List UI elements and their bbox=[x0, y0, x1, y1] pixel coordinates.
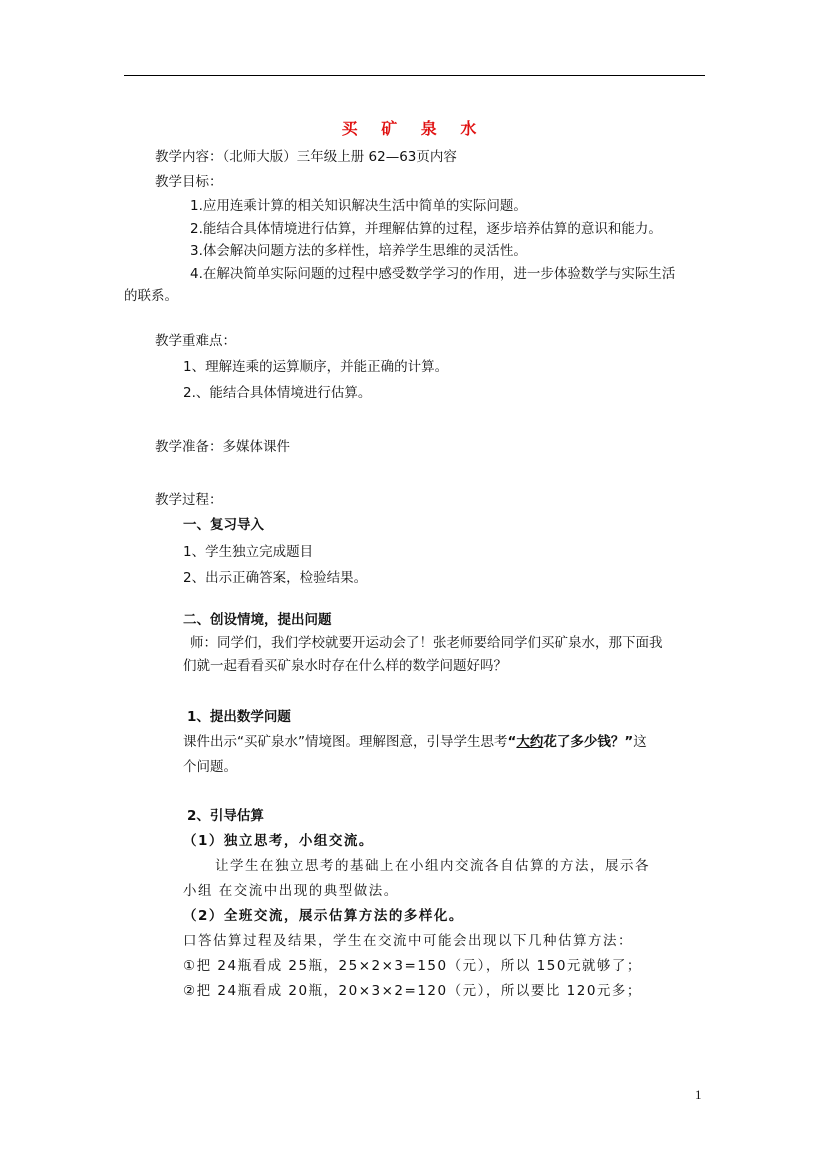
paragraph-line: 让学生在独立思考的基础上在小组内交流各自估算的方法，展示各 bbox=[215, 858, 650, 874]
content-line: 教学内容：（北师大版）三年级上册 62—63页内容 bbox=[155, 149, 457, 165]
question-quote-open: “ bbox=[507, 734, 517, 750]
sub-heading: （1）独立思考，小组交流。 bbox=[183, 833, 374, 849]
step-title: 2、引导估算 bbox=[187, 808, 264, 824]
key-points-heading: 教学重难点： bbox=[155, 333, 236, 349]
goal-item-continuation: 的联系。 bbox=[124, 288, 178, 304]
goal-item: 1.应用连乘计算的相关知识解决生活中简单的实际问题。 bbox=[190, 198, 527, 214]
question-rest: 花了多少钱？” bbox=[543, 734, 634, 750]
step1-paragraph bbox=[183, 732, 647, 752]
teacher-line: 师：同学们，我们学校就要开运动会了！张老师要给同学们买矿泉水，那下面我 bbox=[190, 635, 663, 651]
goal-item: 2.能结合具体情境进行估算，并理解估算的过程，逐步培养估算的意识和能力。 bbox=[190, 221, 662, 237]
paragraph-line: 口答估算过程及结果，学生在交流中可能会出现以下几种估算方法： bbox=[183, 933, 633, 949]
process-heading: 教学过程： bbox=[155, 492, 223, 508]
question-underlined: 大约 bbox=[516, 734, 544, 750]
sub-heading: （2）全班交流，展示估算方法的多样化。 bbox=[183, 908, 464, 924]
method-item: ②把 24瓶看成 20瓶，20×3×2=120（元），所以要比 120元多； bbox=[183, 983, 642, 999]
header-rule bbox=[124, 75, 705, 76]
paragraph-line: 小组 在交流中出现的典型做法。 bbox=[183, 883, 399, 899]
section-item: 1、学生独立完成题目 bbox=[183, 544, 314, 560]
document-title: 买 矿 泉 水 bbox=[341, 119, 486, 138]
key-point-item: 1、理解连乘的运算顺序，并能正确的计算。 bbox=[183, 359, 449, 375]
prep-line: 教学准备：多媒体课件 bbox=[155, 439, 290, 455]
step-title: 1、提出数学问题 bbox=[187, 709, 291, 725]
goals-heading: 教学目标： bbox=[155, 174, 223, 190]
section-title: 一、复习导入 bbox=[183, 517, 264, 533]
section-title: 二、创设情境，提出问题 bbox=[183, 612, 332, 628]
teacher-line: 们就一起看看买矿泉水时存在什么样的数学问题好吗？ bbox=[183, 658, 507, 674]
method-item: ①把 24瓶看成 25瓶，25×2×3=150（元），所以 150元就够了； bbox=[183, 958, 642, 974]
page-number: 1 bbox=[695, 1087, 702, 1102]
step1-pre: 课件出示“买矿泉水”情境图。理解图意，引导学生思考 bbox=[183, 734, 508, 750]
step1-post: 这 bbox=[633, 734, 647, 750]
key-point-item: 2.、能结合具体情境进行估算。 bbox=[183, 385, 372, 401]
step1-line2: 个问题。 bbox=[183, 759, 237, 775]
goal-item: 3.体会解决问题方法的多样性，培养学生思维的灵活性。 bbox=[190, 243, 527, 259]
goal-item: 4.在解决简单实际问题的过程中感受数学学习的作用，进一步体验数学与实际生活 bbox=[190, 266, 676, 282]
section-item: 2、出示正确答案，检验结果。 bbox=[183, 570, 368, 586]
